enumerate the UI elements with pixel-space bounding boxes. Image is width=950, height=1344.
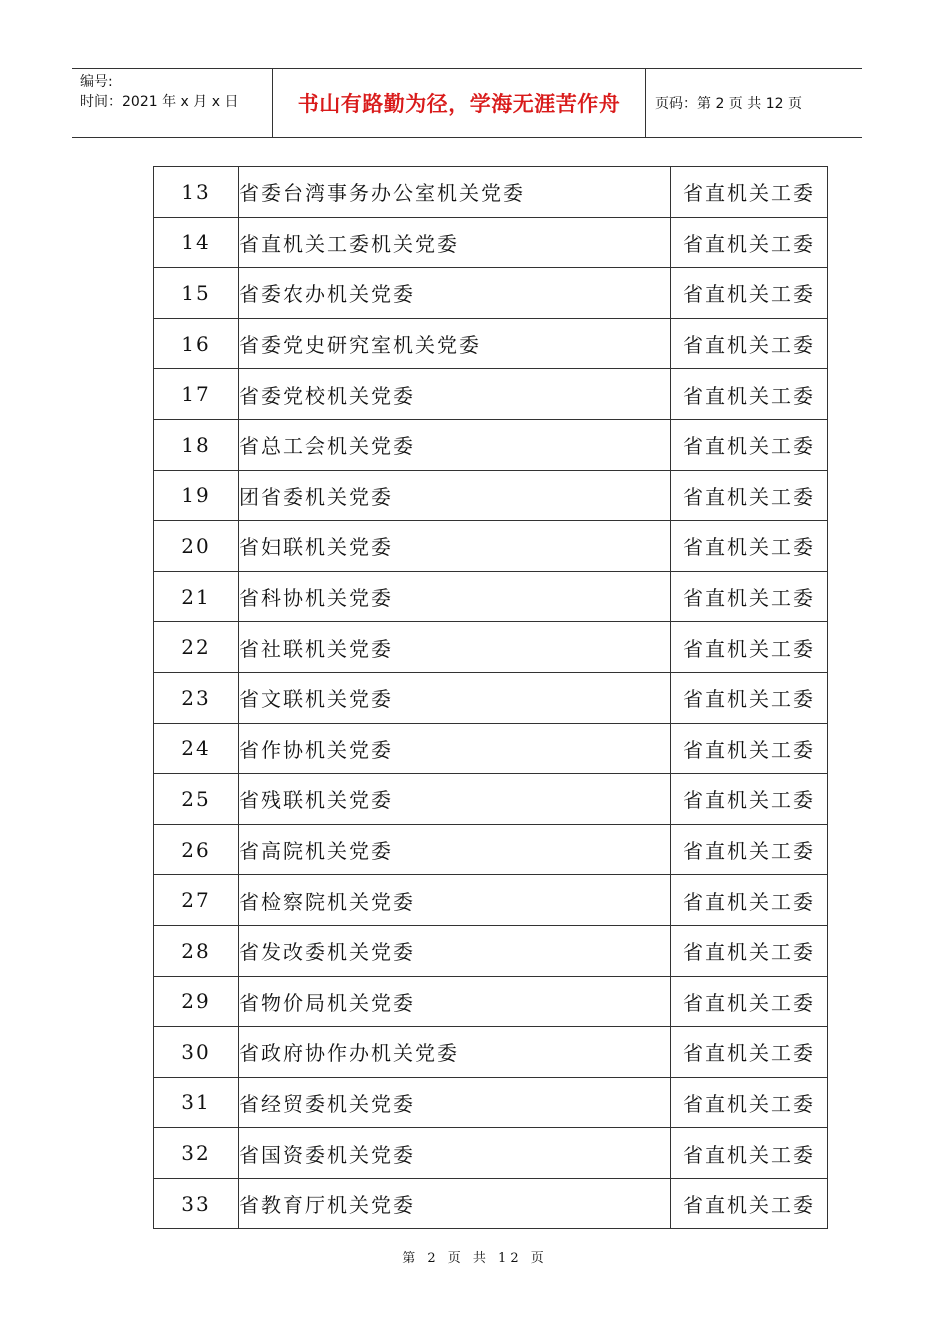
row-number: 20 bbox=[154, 521, 239, 572]
header-meta bbox=[72, 69, 272, 137]
supervising-department: 省直机关工委 bbox=[671, 419, 828, 470]
supervising-department: 省直机关工委 bbox=[671, 875, 828, 926]
table-row bbox=[154, 1178, 828, 1229]
row-number: 19 bbox=[154, 470, 239, 521]
header-divider bbox=[645, 69, 646, 137]
table-row bbox=[154, 318, 828, 369]
table-row bbox=[154, 672, 828, 723]
supervising-department: 省直机关工委 bbox=[671, 1128, 828, 1179]
header-page-info: 页码：第 2 页 共 12 页 bbox=[655, 96, 802, 112]
organization-name: 省总工会机关党委 bbox=[239, 419, 671, 470]
organization-name: 省残联机关党委 bbox=[239, 774, 671, 825]
row-number: 29 bbox=[154, 976, 239, 1027]
table-body bbox=[154, 167, 828, 1229]
organization-name: 省科协机关党委 bbox=[239, 571, 671, 622]
supervising-department: 省直机关工委 bbox=[671, 824, 828, 875]
organization-name: 省检察院机关党委 bbox=[239, 875, 671, 926]
organization-name: 省直机关工委机关党委 bbox=[239, 217, 671, 268]
organization-name: 省经贸委机关党委 bbox=[239, 1077, 671, 1128]
organization-name: 省妇联机关党委 bbox=[239, 521, 671, 572]
row-number: 18 bbox=[154, 419, 239, 470]
row-number: 16 bbox=[154, 318, 239, 369]
row-number: 14 bbox=[154, 217, 239, 268]
supervising-department: 省直机关工委 bbox=[671, 571, 828, 622]
table-row bbox=[154, 571, 828, 622]
table-row bbox=[154, 622, 828, 673]
row-number: 22 bbox=[154, 622, 239, 673]
supervising-department: 省直机关工委 bbox=[671, 1027, 828, 1078]
page-footer: 第 2 页 共 12 页 bbox=[402, 1251, 548, 1266]
table-row bbox=[154, 167, 828, 218]
table-row bbox=[154, 521, 828, 572]
table-row bbox=[154, 1027, 828, 1078]
organization-name: 省物价局机关党委 bbox=[239, 976, 671, 1027]
supervising-department: 省直机关工委 bbox=[671, 217, 828, 268]
row-number: 21 bbox=[154, 571, 239, 622]
supervising-department: 省直机关工委 bbox=[671, 470, 828, 521]
supervising-department: 省直机关工委 bbox=[671, 1077, 828, 1128]
table-row bbox=[154, 470, 828, 521]
table-row bbox=[154, 1077, 828, 1128]
supervising-department: 省直机关工委 bbox=[671, 672, 828, 723]
row-number: 33 bbox=[154, 1178, 239, 1229]
row-number: 17 bbox=[154, 369, 239, 420]
row-number: 28 bbox=[154, 925, 239, 976]
table-row bbox=[154, 217, 828, 268]
table-row bbox=[154, 824, 828, 875]
row-number: 23 bbox=[154, 672, 239, 723]
row-number: 15 bbox=[154, 268, 239, 319]
table-row bbox=[154, 875, 828, 926]
organization-name: 省高院机关党委 bbox=[239, 824, 671, 875]
number-label: 编号: bbox=[80, 74, 113, 90]
organization-name: 省委党校机关党委 bbox=[239, 369, 671, 420]
row-number: 30 bbox=[154, 1027, 239, 1078]
organization-name: 省委台湾事务办公室机关党委 bbox=[239, 167, 671, 218]
organization-name: 省政府协作办机关党委 bbox=[239, 1027, 671, 1078]
row-number: 27 bbox=[154, 875, 239, 926]
table-row bbox=[154, 976, 828, 1027]
row-number: 31 bbox=[154, 1077, 239, 1128]
organization-name: 团省委机关党委 bbox=[239, 470, 671, 521]
organization-name: 省社联机关党委 bbox=[239, 622, 671, 673]
supervising-department: 省直机关工委 bbox=[671, 774, 828, 825]
supervising-department: 省直机关工委 bbox=[671, 521, 828, 572]
table-row bbox=[154, 723, 828, 774]
row-number: 32 bbox=[154, 1128, 239, 1179]
supervising-department: 省直机关工委 bbox=[671, 723, 828, 774]
supervising-department: 省直机关工委 bbox=[671, 976, 828, 1027]
row-number: 13 bbox=[154, 167, 239, 218]
table-row bbox=[154, 369, 828, 420]
organization-name: 省作协机关党委 bbox=[239, 723, 671, 774]
row-number: 25 bbox=[154, 774, 239, 825]
table-row bbox=[154, 925, 828, 976]
supervising-department: 省直机关工委 bbox=[671, 318, 828, 369]
supervising-department: 省直机关工委 bbox=[671, 1178, 828, 1229]
table-row bbox=[154, 774, 828, 825]
supervising-department: 省直机关工委 bbox=[671, 369, 828, 420]
table-row bbox=[154, 419, 828, 470]
table-row bbox=[154, 268, 828, 319]
organization-name: 省国资委机关党委 bbox=[239, 1128, 671, 1179]
time-label: 时间：2021 年 x 月 x 日 bbox=[80, 94, 239, 110]
supervising-department: 省直机关工委 bbox=[671, 622, 828, 673]
supervising-department: 省直机关工委 bbox=[671, 925, 828, 976]
organization-name: 省教育厅机关党委 bbox=[239, 1178, 671, 1229]
row-number: 24 bbox=[154, 723, 239, 774]
header-motto: 书山有路勤为径，学海无涯苦作舟 bbox=[297, 91, 621, 116]
organization-name: 省文联机关党委 bbox=[239, 672, 671, 723]
supervising-department: 省直机关工委 bbox=[671, 167, 828, 218]
row-number: 26 bbox=[154, 824, 239, 875]
document-header bbox=[72, 68, 862, 138]
table-row bbox=[154, 1128, 828, 1179]
supervising-department: 省直机关工委 bbox=[671, 268, 828, 319]
organization-table bbox=[153, 166, 828, 1229]
organization-name: 省发改委机关党委 bbox=[239, 925, 671, 976]
organization-name: 省委农办机关党委 bbox=[239, 268, 671, 319]
organization-name: 省委党史研究室机关党委 bbox=[239, 318, 671, 369]
